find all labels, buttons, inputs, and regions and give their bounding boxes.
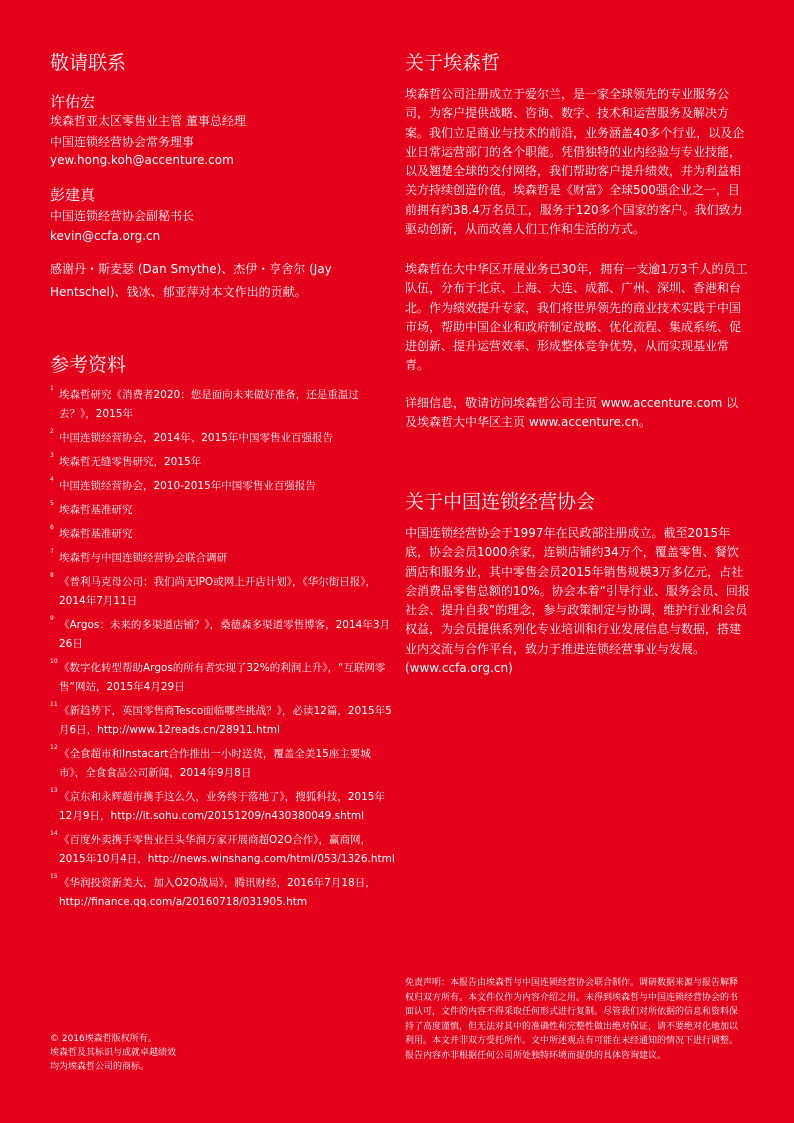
copyright: [50, 1032, 270, 1074]
about-accenture-para2: 埃森哲在大中华区开展业务已30年，拥有一支逾1万3千人的员工队伍，分布于北京、上海、大连、成都、广州、深圳、香港和台北。作为绩效提升专家，我们将世界领先的商业技术实践于中国市场，帮助中国企业和政府制定战略、优化流程、集成系统、促进创新、提升运营效率、形成整体竞争优势，从而实现基业常青。: [405, 262, 748, 373]
contact-person2-title1: 中国连锁经营协会副秘书长: [50, 209, 195, 223]
reference-item: [50, 659, 395, 697]
about-accenture-para3: 详细信息，敬请访问埃森哲公司主页 www.accenture.com 以及埃森哲大中华区主页 www.accenture.cn。: [405, 396, 739, 430]
reference-item: [50, 874, 395, 912]
reference-number: 12: [50, 744, 58, 751]
reference-number: 10: [50, 658, 58, 665]
about-ccfa-para1: 中国连锁经营协会于1997年在民政部注册成立。截至2015年底，协会会员1000余家，连锁店铺约34万个，覆盖零售、餐饮酒店和服务业，其中零售会员2015年销售规模3万多亿元，占社会消费品零售总额的10%。协会本着“引导行业、服务会员、回报社会、提升自我”的理念，参与政策制定与协调，维护行业和会员权益，为会员提供系列化专业培训和行业发展信息与数据，搭建业内交流与合作平台，致力于推进连锁经营事业与发展。(www.ccfa.org.cn): [405, 526, 750, 676]
contact-person1-name: 许佑宏: [50, 93, 96, 111]
reference-text: 中国连锁经营协会，2014年、2015年中国零售业百强报告: [59, 432, 333, 444]
reference-number: 5: [50, 500, 54, 507]
contact-person1-title1: 埃森哲亚太区零售业主管 董事总经理: [50, 114, 246, 128]
reference-text: 《数字化转型帮助Argos的所有者实现了32%的利润上升》，“互联网零售”网站，2015年4月29日: [59, 662, 386, 693]
contact-person1-email[interactable]: yew.hong.koh@accenture.com: [50, 153, 234, 167]
reference-item: [50, 386, 395, 424]
reference-number: 6: [50, 524, 54, 531]
references-list: [50, 386, 395, 917]
reference-text: 埃森哲基准研究: [59, 504, 133, 516]
about-accenture-heading: 关于埃森哲: [405, 52, 501, 74]
contact-heading: 敬请联系: [50, 52, 127, 74]
reference-text: 埃森哲无缝零售研究，2015年: [59, 456, 202, 468]
contact-person2-email[interactable]: kevin@ccfa.org.cn: [50, 229, 161, 243]
reference-item: [50, 549, 395, 568]
reference-text: 埃森哲研究《消费者2020：您是面向未来做好准备，还是重温过去？》，2015年: [59, 389, 359, 420]
copyright-line2: 埃森哲及其标识与成就卓越绩效: [50, 1048, 177, 1058]
reference-item: [50, 429, 395, 448]
reference-item: [50, 745, 395, 783]
reference-text: 《全食超市和Instacart合作推出一小时送货，覆盖全美15座主要城市》，全食食品公司新闻，2014年9月8日: [59, 748, 371, 779]
reference-text: 《华润投资新美大，加入O2O战局》，腾讯财经，2016年7月18日，http://finance.qq.com/a/20160718/031905.htm: [59, 877, 376, 908]
reference-number: 11: [50, 701, 58, 708]
reference-item: [50, 702, 395, 740]
reference-text: 《Argos：未来的多渠道店铺？》，桑德森多渠道零售博客，2014年3月26日: [59, 619, 391, 650]
contact-person2-name: 彭建真: [50, 186, 96, 204]
reference-item: [50, 525, 395, 544]
copyright-line1: © 2016埃森哲版权所有。: [50, 1034, 157, 1044]
reference-number: 8: [50, 572, 54, 579]
reference-number: 1: [50, 385, 54, 392]
reference-number: 9: [50, 615, 54, 622]
reference-item: [50, 616, 395, 654]
reference-number: 4: [50, 476, 54, 483]
reference-text: 埃森哲与中国连锁经营协会联合调研: [59, 552, 227, 564]
disclaimer: 免责声明：本报告由埃森哲与中国连锁经营协会联合制作。调研数据来源与报告解释权归双方所有。本文件仅作为内容介绍之用。未得到埃森哲与中国连锁经营协会的书面认可，文件的内容不得采取任何形式进行复制。尽管我们对所依据的信息和资料保持了高度谨慎，但无法对其中的准确性和完整性做出绝对保证，请不要绝对化地加以利用。本文并非双方受托所作。文中所述观点有可能在未经通知的情况下进行调整。报告内容亦非根据任何公司所处独特环境而提供的具体咨询建议。: [405, 978, 739, 1061]
reference-item: [50, 501, 395, 520]
reference-item: [50, 453, 395, 472]
references-heading: 参考资料: [50, 354, 127, 376]
reference-item: [50, 573, 395, 611]
copyright-line3: 均为埃森哲公司的商标。: [50, 1062, 150, 1072]
about-accenture-para1: 埃森哲公司注册成立于爱尔兰，是一家全球领先的专业服务公司，为客户提供战略、咨询、数字、技术和运营服务及解决方案。我们立足商业与技术的前沿，业务涵盖40多个行业，以及企业日常运营部门的各个职能。凭借独特的业内经验与专业技能，以及翘楚全球的交付网络，我们帮助客户提升绩效，并为利益相关方持续创造价值。埃森哲是《财富》全球500强企业之一，目前拥有约38.4万名员工，服务于120多个国家的客户。我们致力驱动创新，从而改善人们工作和生活的方式。: [405, 87, 745, 237]
acknowledgement: 感谢丹・斯麦瑟 (Dan Smythe)、杰伊・亨舍尔 (Jay Hentschel)、钱冰、郁亚萍对本文作出的贡献。: [50, 262, 332, 299]
reference-text: 中国连锁经营协会，2010-2015年中国零售业百强报告: [59, 480, 316, 492]
contact-person1-title2: 中国连锁经营协会常务理事: [50, 135, 195, 149]
reference-number: 13: [50, 787, 58, 794]
reference-text: 《京东和永辉超市携手这么久，业务终于落地了》，搜狐科技，2015年12月9日，http://it.sohu.com/20151209/n430380049.shtml: [59, 791, 385, 822]
reference-text: 《新趋势下，英国零售商Tesco面临哪些挑战？》，必读12篇，2015年5月6日，http://www.12reads.cn/28911.html: [59, 705, 392, 736]
reference-text: 《百度外卖携手零售业巨头华润万家开展商超O2O合作》，赢商网，2015年10月4日，http://news.winshang.com/html/053/1326.html: [59, 834, 395, 865]
reference-number: 15: [50, 873, 58, 880]
reference-item: [50, 788, 395, 826]
reference-text: 埃森哲基准研究: [59, 528, 133, 540]
reference-item: [50, 477, 395, 496]
reference-number: 14: [50, 830, 58, 837]
reference-text: 《普利马克母公司：我们尚无IPO或网上开店计划》，《华尔街日报》，2014年7月11日: [59, 576, 376, 607]
about-ccfa-heading: 关于中国连锁经营协会: [405, 491, 596, 513]
reference-number: 3: [50, 452, 54, 459]
reference-number: 7: [50, 548, 54, 555]
reference-item: [50, 831, 395, 869]
reference-number: 2: [50, 428, 54, 435]
